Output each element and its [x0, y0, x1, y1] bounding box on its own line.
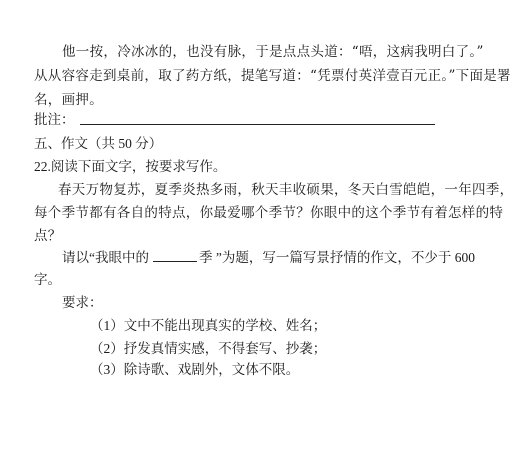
prompt-line-2: 每个季节都有各自的特点，你最爱哪个季节？你眼中的这个季节有着怎样的特: [34, 205, 504, 221]
requirement-item-1: （1）文中不能出现真实的学校、姓名；: [90, 318, 327, 333]
title-blank[interactable]: [153, 249, 197, 262]
instruction-continued: 字。: [34, 272, 61, 287]
instruction-before-blank: 请以“我眼中的: [62, 250, 149, 265]
prompt-line-1: 春天万物复苏，夏季炎热多雨，秋天丰收硕果，冬天白雪皑皑，一年四季，: [58, 182, 514, 198]
prompt-line-3: 点？: [34, 228, 62, 244]
requirements-label: 要求：: [62, 295, 103, 310]
question-number-text: 22.阅读下面文字，按要求写作。: [34, 159, 227, 174]
section-title: 五、作文（共 50 分）: [34, 136, 163, 151]
instruction-line: [62, 249, 475, 267]
story-line-3: 名，画押。: [34, 92, 103, 108]
instruction-after-blank: 季 ”为题，写一篇写景抒情的作文，不少于 600: [199, 250, 475, 265]
comment-answer-line[interactable]: [80, 124, 435, 125]
story-line-1: 他一按，冷冰冰的，也没有脉，于是点点头道：“唔，这病我明白了。”: [62, 44, 484, 60]
requirement-item-3: （3）除诗歌、戏剧外，文体不限。: [90, 362, 300, 377]
requirement-item-2: （2）抒发真情实感，不得套写、抄袭；: [90, 341, 327, 356]
comment-label: 批注：: [34, 112, 75, 127]
story-line-2: 从从容容走到桌前，取了药方纸，提笔写道：“凭票付英洋壹百元正。”下面是署: [34, 68, 511, 84]
